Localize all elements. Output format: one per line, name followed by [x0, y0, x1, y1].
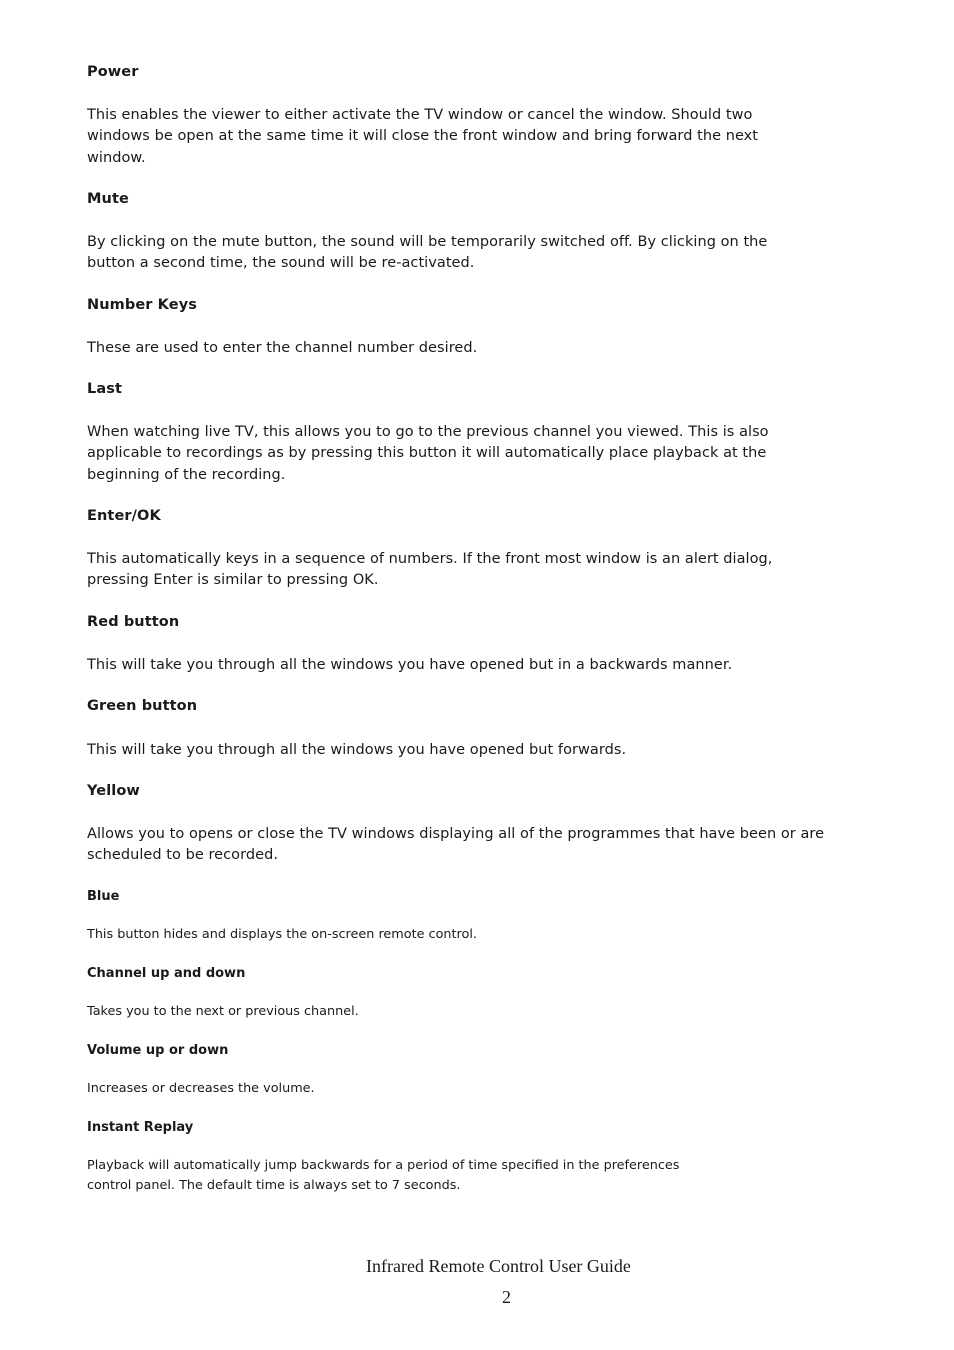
section-body-channel-up-down: [87, 1002, 727, 1022]
section-heading-number-keys: Number Keys: [87, 297, 197, 313]
body-line: This automatically keys in a sequence of numbers. If the front most window is an alert dialog,: [87, 551, 773, 567]
section-body-number-keys: [87, 338, 797, 359]
section-heading-green-button: Green button: [87, 698, 198, 714]
section-body-red-button: [87, 655, 797, 676]
section-heading-last: Last: [87, 381, 122, 397]
body-line: This enables the viewer to either activate the TV window or cancel the window. Should two: [87, 107, 753, 123]
body-line: This will take you through all the windows you have opened but in a backwards manner.: [87, 657, 733, 673]
body-line: By clicking on the mute button, the sound will be temporarily switched off. By clicking on the: [87, 234, 768, 250]
body-line: When watching live TV, this allows you to go to the previous channel you viewed. This is also: [87, 424, 769, 440]
body-line: Allows you to opens or close the TV windows displaying all of the programmes that have been or are: [87, 826, 825, 842]
body-line: This will take you through all the windows you have opened but forwards.: [87, 742, 627, 758]
section-body-power: [87, 105, 797, 169]
section-heading-mute: Mute: [87, 191, 129, 207]
section-heading-red-button: Red button: [87, 614, 180, 630]
body-line: windows be open at the same time it will close the front window and bring forward the next: [87, 128, 759, 145]
body-line: This button hides and displays the on-screen remote control.: [87, 927, 477, 942]
body-line: control panel. The default time is always set to 7 seconds.: [87, 1177, 461, 1193]
section-body-volume-up-down: [87, 1079, 727, 1099]
section-heading-channel-up-down: Channel up and down: [87, 966, 246, 981]
body-line: scheduled to be recorded.: [87, 847, 278, 864]
section-heading-enter-ok: Enter/OK: [87, 508, 161, 524]
section-body-green-button: [87, 740, 797, 761]
body-line: pressing Enter is similar to pressing OK.: [87, 572, 379, 589]
body-line: These are used to enter the channel number desired.: [87, 340, 478, 356]
section-body-mute: [87, 232, 797, 275]
section-body-yellow: [87, 824, 825, 867]
section-heading-blue: Blue: [87, 889, 120, 904]
body-line: Increases or decreases the volume.: [87, 1081, 315, 1096]
body-line: window.: [87, 149, 146, 166]
section-body-instant-replay: [87, 1156, 727, 1195]
section-heading-volume-up-down: Volume up or down: [87, 1043, 229, 1058]
body-line: Playback will automatically jump backwards for a period of time specified in the preferences: [87, 1158, 680, 1173]
section-heading-yellow: Yellow: [87, 783, 140, 799]
body-line: Takes you to the next or previous channel.: [87, 1004, 359, 1019]
page-number: 2: [502, 1287, 511, 1307]
body-line: beginning of the recording.: [87, 466, 286, 483]
section-body-blue: [87, 925, 727, 945]
section-heading-instant-replay: Instant Replay: [87, 1120, 194, 1135]
footer-title: Infrared Remote Control User Guide: [366, 1256, 631, 1276]
section-body-last: [87, 422, 797, 486]
body-line: applicable to recordings as by pressing this button it will automatically place playback at the: [87, 445, 767, 462]
body-line: button a second time, the sound will be re-activated.: [87, 255, 475, 272]
section-body-enter-ok: [87, 549, 797, 592]
section-heading-power: Power: [87, 64, 139, 80]
